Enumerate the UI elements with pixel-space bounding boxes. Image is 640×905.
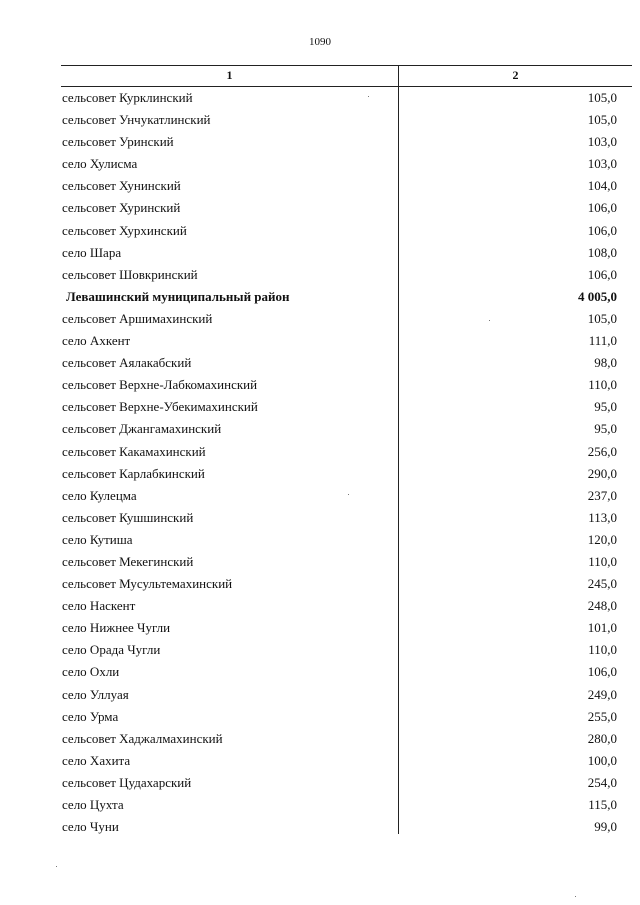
row-name: сельсовет Шовкринский <box>62 266 198 282</box>
table-row <box>61 750 632 772</box>
row-value: 115,0 <box>588 797 617 812</box>
row-value: 101,0 <box>587 620 617 636</box>
row-name: село Кулецма <box>62 487 137 503</box>
row-name: сельсовет Курклинский <box>62 90 193 105</box>
column-header-2: 2 <box>512 68 519 82</box>
column-divider <box>398 87 399 834</box>
scan-speck <box>368 96 369 97</box>
column-header-1: 1 <box>61 66 399 86</box>
row-name: село Уллуая <box>62 686 129 702</box>
row-value: 104,0 <box>587 178 617 194</box>
row-value: 100,0 <box>587 752 617 768</box>
data-table <box>61 65 632 838</box>
table-row <box>61 684 632 706</box>
row-name: сельсовет Мекегинский <box>62 553 194 569</box>
row-name: село Охли <box>62 664 120 680</box>
scan-speck <box>489 320 490 321</box>
table-header <box>61 65 632 87</box>
row-value: 110,0 <box>588 642 617 658</box>
table-row <box>61 374 632 396</box>
table-row <box>61 661 632 683</box>
scan-speck <box>575 896 576 897</box>
scan-speck <box>56 866 57 867</box>
table-row <box>61 330 632 352</box>
row-value: 110,0 <box>588 377 617 393</box>
row-name: село Чуни <box>62 819 119 835</box>
page-number: 1090 <box>309 36 331 48</box>
row-name: село Ахкент <box>62 333 131 349</box>
row-name: село Орада Чугли <box>62 642 161 658</box>
table-row <box>61 352 632 374</box>
table-row <box>61 573 632 595</box>
table-row <box>61 816 632 838</box>
row-name: Левашинский муниципальный район <box>66 288 290 304</box>
table-row <box>61 728 632 750</box>
row-value: 106,0 <box>587 664 617 680</box>
row-name: сельсовет Цудахарский <box>62 774 192 790</box>
row-name: село Наскент <box>62 598 136 614</box>
table-row <box>61 485 632 507</box>
row-value: 111,0 <box>588 333 617 349</box>
row-value: 106,0 <box>587 200 617 216</box>
table-row <box>61 551 632 573</box>
row-name: сельсовет Кушшинский <box>62 509 194 525</box>
row-value: 103,0 <box>587 134 617 150</box>
row-name: сельсовет Хунинский <box>62 178 181 194</box>
row-name: сельсовет Аялакабский <box>62 355 192 371</box>
row-name: сельсовет Хурхинский <box>62 222 187 238</box>
row-name: сельсовет Карлабкинский <box>62 465 205 481</box>
table-row <box>61 109 632 131</box>
table-row <box>61 153 632 175</box>
row-name: сельсовет Уринский <box>62 134 174 150</box>
table-row <box>61 441 632 463</box>
table-row <box>61 794 632 816</box>
table-row-district <box>61 286 632 308</box>
row-name: сельсовет Какамахинский <box>62 443 206 459</box>
row-name: сельсовет Хуринский <box>62 200 181 216</box>
row-name: село Хахита <box>62 752 131 768</box>
table-body <box>61 87 632 838</box>
row-value: 248,0 <box>587 598 617 614</box>
row-value: 105,0 <box>587 112 617 128</box>
table-row <box>61 308 632 330</box>
table-row <box>61 220 632 242</box>
table-row <box>61 242 632 264</box>
row-name: сельсовет Хаджалмахинский <box>62 730 223 746</box>
row-value: 105,0 <box>587 90 617 105</box>
scan-speck <box>348 494 349 495</box>
row-name: сельсовет Мусультемахинский <box>62 576 233 592</box>
row-value: 95,0 <box>594 399 617 415</box>
row-value: 254,0 <box>587 774 617 790</box>
row-value: 237,0 <box>587 487 617 503</box>
row-value: 280,0 <box>587 730 617 746</box>
row-value: 106,0 <box>587 222 617 238</box>
table-row <box>61 639 632 661</box>
row-name: село Кутиша <box>62 531 133 547</box>
row-value: 99,0 <box>594 819 617 835</box>
row-value: 110,0 <box>588 553 617 569</box>
row-name: сельсовет Джангамахинский <box>62 421 222 437</box>
row-value: 98,0 <box>594 355 617 371</box>
table-row <box>61 418 632 440</box>
row-name: сельсовет Унчукатлинский <box>62 112 211 128</box>
row-value: 95,0 <box>594 421 617 437</box>
row-value: 120,0 <box>587 531 617 547</box>
row-value: 290,0 <box>587 465 617 481</box>
table-row <box>61 529 632 551</box>
table-row <box>61 396 632 418</box>
table-row <box>61 617 632 639</box>
row-value: 106,0 <box>587 266 617 282</box>
table-row <box>61 87 632 109</box>
row-value: 245,0 <box>587 576 617 592</box>
row-name: село Хулисма <box>62 156 138 172</box>
table-row <box>61 264 632 286</box>
table-row <box>61 772 632 794</box>
row-name: сельсовет Верхне-Лабкомахинский <box>62 377 258 393</box>
table-row <box>61 175 632 197</box>
row-name: село Урма <box>62 708 119 724</box>
row-value: 105,0 <box>587 310 617 326</box>
table-row <box>61 197 632 219</box>
table-row <box>61 463 632 485</box>
table-row <box>61 131 632 153</box>
table-row <box>61 706 632 728</box>
row-name: село Нижнее Чугли <box>62 620 171 636</box>
row-value: 249,0 <box>587 686 617 702</box>
row-value: 4 005,0 <box>578 288 617 304</box>
row-value: 256,0 <box>587 443 617 459</box>
table-row <box>61 507 632 529</box>
row-value: 113,0 <box>588 509 617 525</box>
row-name: сельсовет Аршимахинский <box>62 310 213 326</box>
row-value: 103,0 <box>587 156 617 172</box>
row-name: село Цухта <box>62 797 124 812</box>
table-row <box>61 595 632 617</box>
row-value: 108,0 <box>587 244 617 260</box>
row-value: 255,0 <box>587 708 617 724</box>
row-name: село Шара <box>62 244 122 260</box>
row-name: сельсовет Верхне-Убекимахинский <box>62 399 258 415</box>
